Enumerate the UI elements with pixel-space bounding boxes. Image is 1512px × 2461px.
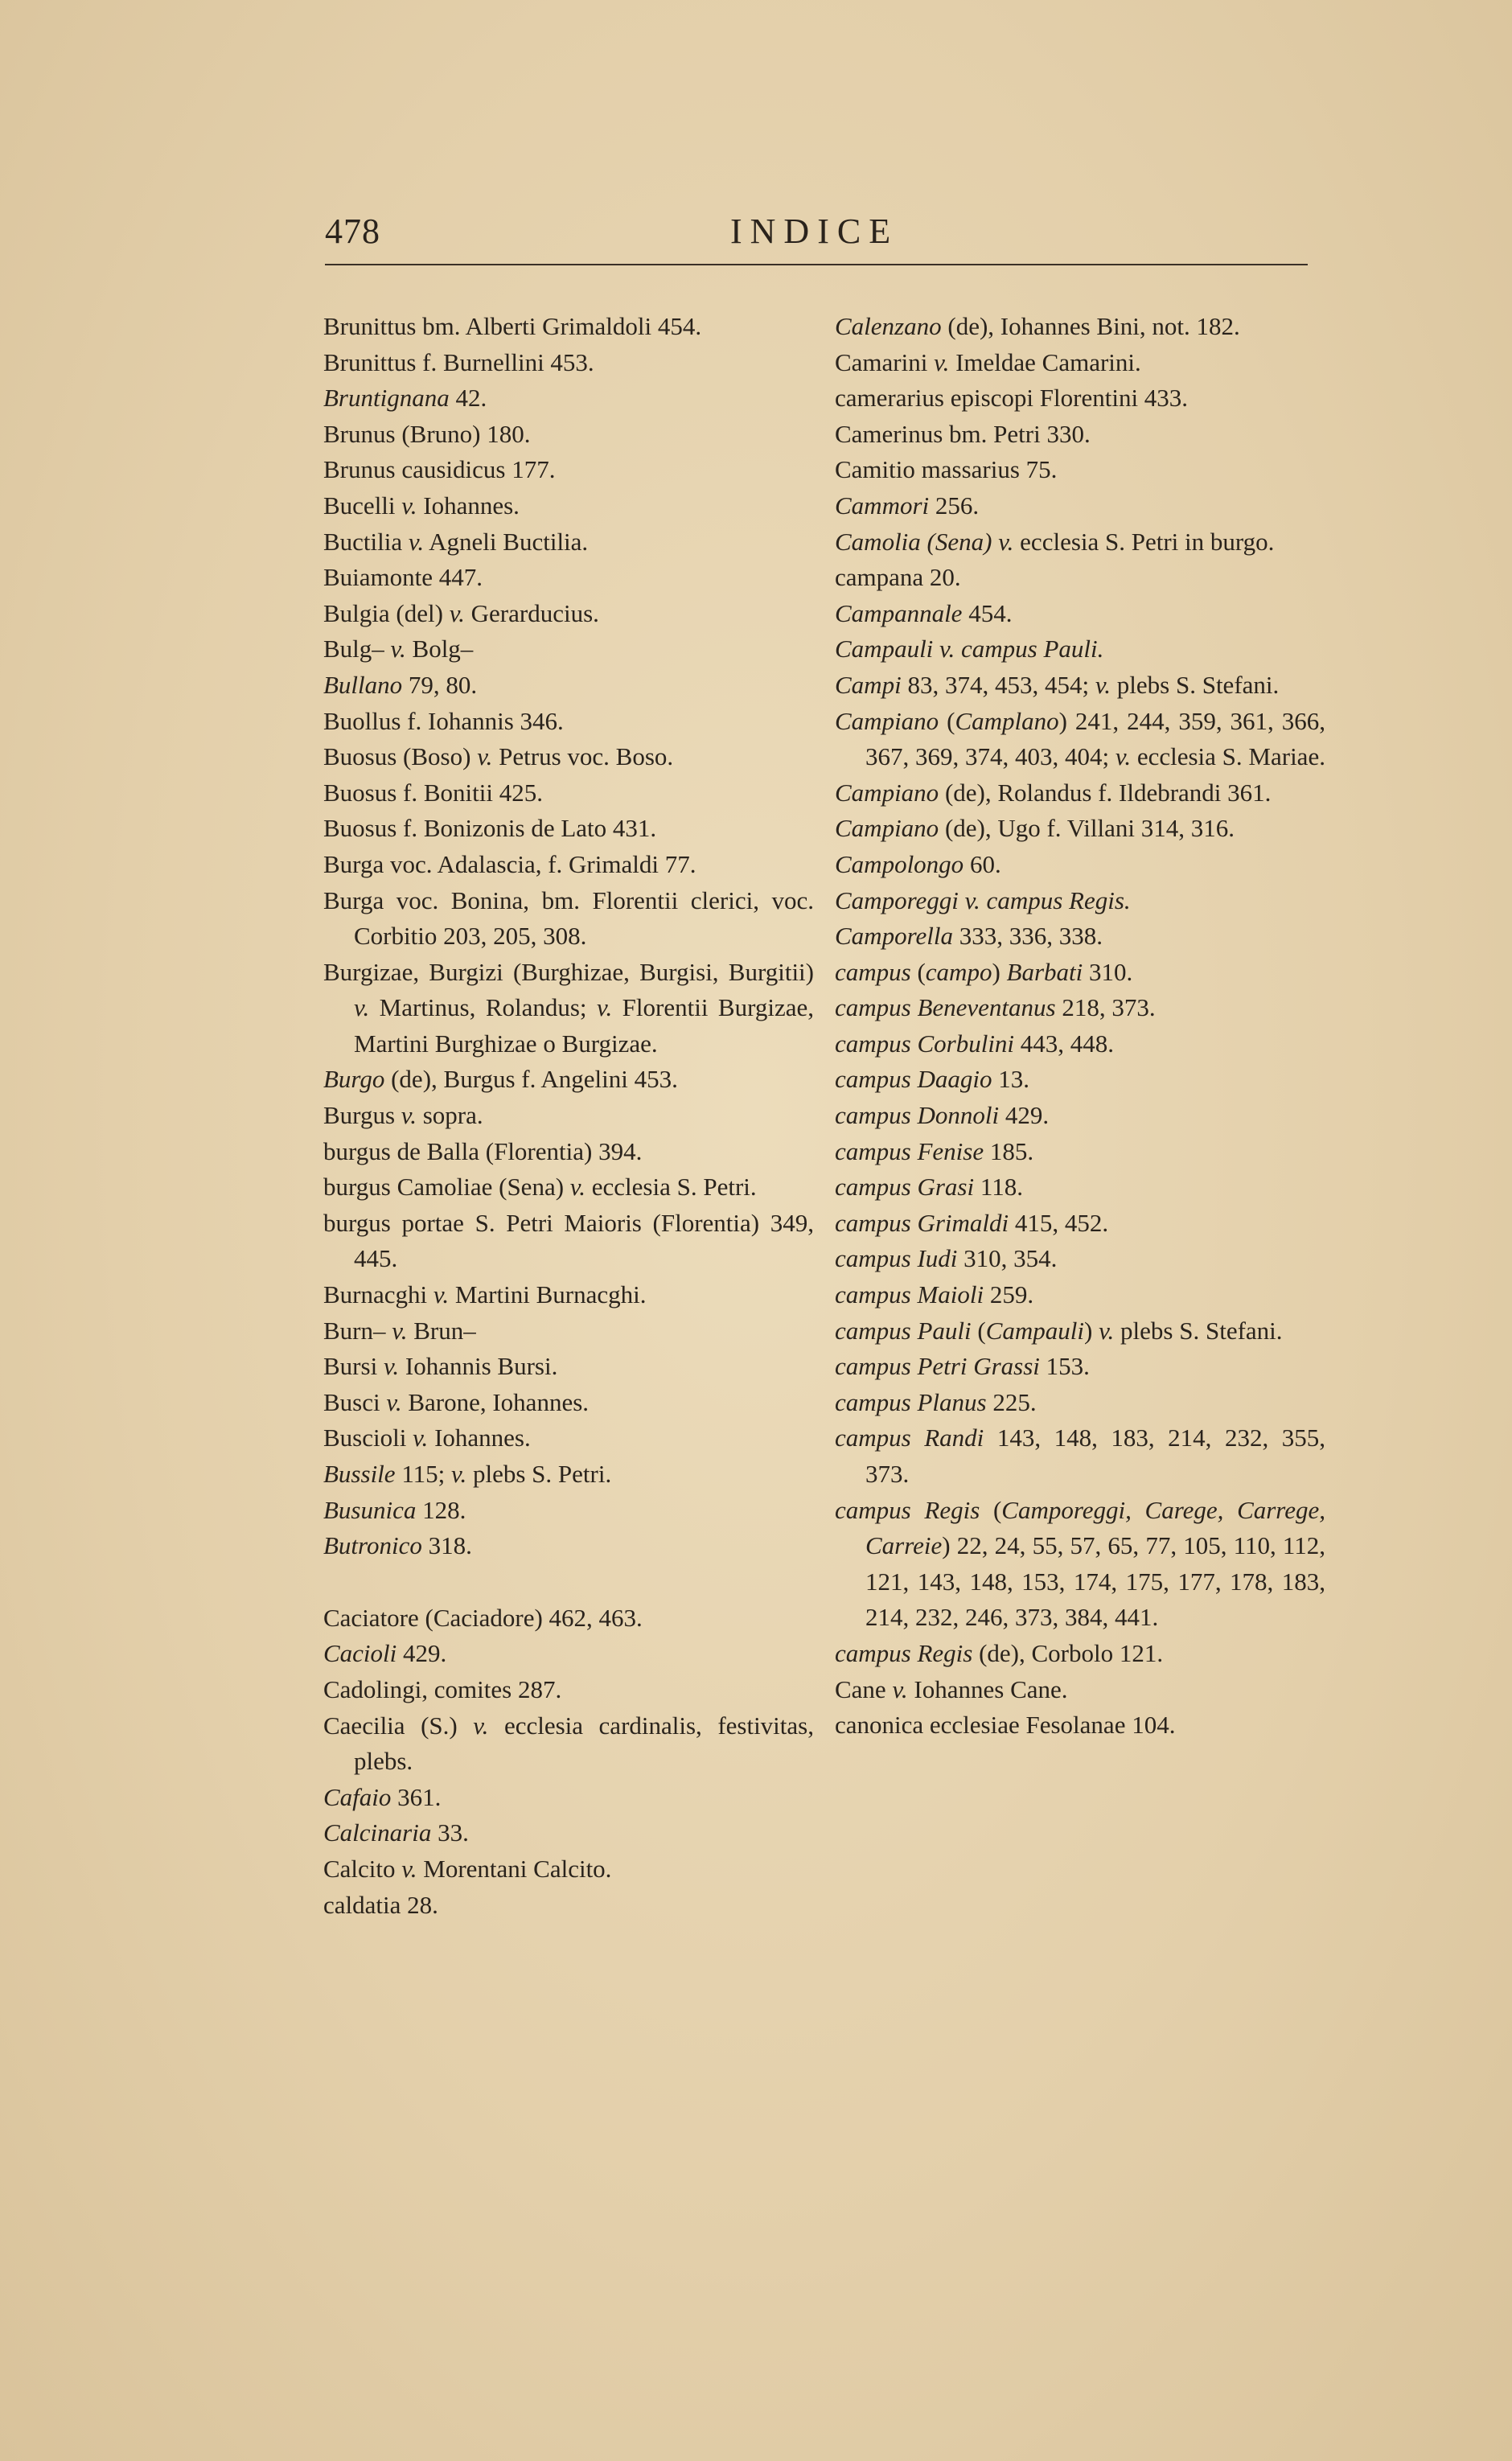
entry-text: Brunus (Bruno) 180. <box>323 419 531 448</box>
index-entry <box>323 631 814 668</box>
index-entry <box>835 847 1325 883</box>
index-entry <box>835 1349 1325 1385</box>
entry-text: Burgizae, Burgizi (Burghizae, Burgisi, Burgitii) <box>323 957 814 986</box>
index-entry <box>323 1385 814 1421</box>
entry-italic-text: campus <box>835 957 911 986</box>
entry-italic-text: Calenzano <box>835 312 942 340</box>
entry-italic-text: Busunica <box>323 1495 417 1524</box>
entry-italic-text: campus Pauli <box>835 1316 972 1345</box>
index-entry <box>323 1313 814 1350</box>
index-entry <box>835 811 1325 847</box>
index-entry <box>323 1888 814 1924</box>
entry-text: 218, 373. <box>1055 993 1156 1022</box>
entry-text: ) <box>1084 1316 1099 1345</box>
entry-text: 143, 148, 183, 214, 232, 355, 373. <box>865 1424 1325 1488</box>
entry-italic-text: campus Grasi <box>835 1173 975 1202</box>
entry-italic-text: v. <box>473 1711 489 1740</box>
index-entry <box>835 524 1325 561</box>
index-entry <box>835 1277 1325 1313</box>
entry-italic-text: Butronico <box>323 1531 422 1560</box>
entry-text: Burga voc. Bonina, bm. Florentii clerici, voc. Corbitio 203, 205, 308. <box>323 885 814 951</box>
index-entry <box>323 1420 814 1456</box>
entry-text: ecclesia S. Petri in burgo. <box>1013 527 1275 556</box>
entry-italic-text: v. <box>401 491 417 520</box>
index-entry <box>835 560 1325 596</box>
entry-italic-text: Cacioli <box>323 1639 397 1668</box>
entry-text: Brunittus bm. Alberti Grimaldoli 454. <box>323 312 702 340</box>
entry-text: Martinus, Rolandus; <box>369 993 597 1022</box>
entry-text: 79, 80. <box>402 670 478 699</box>
entry-text: ecclesia cardinalis, festivitas, plebs. <box>354 1711 814 1776</box>
entry-italic-text: v. <box>998 527 1014 556</box>
entry-text: Caecilia (S.) <box>323 1711 474 1740</box>
index-entry <box>323 1493 814 1529</box>
index-entry <box>323 704 814 740</box>
entry-text: 13. <box>992 1065 1029 1094</box>
entry-text: plebs S. Petri. <box>466 1460 612 1488</box>
entry-text: 310, 354. <box>957 1244 1058 1273</box>
entry-italic-text: v. <box>1095 670 1111 699</box>
entry-text: canonica ecclesiae Fesolanae 104. <box>835 1711 1176 1740</box>
entry-text: sopra. <box>416 1101 483 1130</box>
index-entry <box>835 1313 1325 1350</box>
index-entry <box>835 345 1325 381</box>
entry-italic-text: campus Regis <box>835 1495 980 1524</box>
entry-italic-text: v. <box>451 1460 467 1488</box>
entry-italic-text: v. <box>477 742 493 771</box>
index-entry <box>835 1493 1325 1636</box>
index-entry <box>835 1420 1325 1492</box>
entry-text: ) <box>992 957 1007 986</box>
entry-text: burgus portae S. Petri Maioris (Florentia) 349, 445. <box>323 1208 814 1273</box>
index-entry <box>323 811 814 847</box>
entry-text: 225. <box>986 1387 1037 1416</box>
index-entry <box>323 883 814 955</box>
entry-text: Iohannes. <box>428 1424 531 1452</box>
index-entry <box>323 309 814 345</box>
index-entry <box>835 775 1325 811</box>
index-column-left <box>323 309 814 1923</box>
entry-text: Camitio massarius 75. <box>835 455 1058 484</box>
entry-text: 185. <box>984 1136 1034 1165</box>
entry-text: Busci <box>323 1387 387 1416</box>
index-entry <box>835 918 1325 955</box>
page-number: 478 <box>325 212 380 251</box>
entry-text: (de), Ugo f. Villani 314, 316. <box>939 814 1235 843</box>
entry-text: Burn– <box>323 1316 392 1345</box>
entry-italic-text: Campolongo <box>835 849 964 878</box>
entry-italic-text: v. <box>597 993 613 1022</box>
entry-text: Burnacghi <box>323 1280 433 1309</box>
index-entry <box>835 1636 1325 1672</box>
index-entry <box>323 739 814 775</box>
entry-text: (de), Rolandus f. Ildebrandi 361. <box>939 778 1272 807</box>
page-header <box>325 211 1308 267</box>
entry-text: 361. <box>391 1782 442 1811</box>
entry-text: Burgus <box>323 1101 401 1130</box>
entry-text: (de), Corbolo 121. <box>972 1638 1164 1667</box>
index-entry <box>835 631 1325 668</box>
entry-italic-text: campus Beneventanus <box>835 993 1056 1022</box>
index-entry <box>835 1241 1325 1277</box>
index-entry <box>835 1169 1325 1206</box>
index-entry <box>323 560 814 596</box>
index-entry <box>323 1815 814 1851</box>
entry-italic-text: Camporeggi v. campus Regis. <box>835 885 1131 914</box>
entry-italic-text: campus Corbulini <box>835 1029 1015 1058</box>
index-entry <box>323 417 814 453</box>
entry-text: ecclesia S. Petri. <box>585 1173 757 1202</box>
entry-italic-text: v. <box>401 1854 417 1883</box>
index-entry <box>323 1851 814 1888</box>
index-entry <box>835 380 1325 417</box>
entry-italic-text: Campi <box>835 670 902 699</box>
index-entry <box>835 668 1325 704</box>
entry-italic-text: v. <box>433 1280 450 1309</box>
entry-text: plebs S. Stefani. <box>1111 670 1280 699</box>
entry-text: Camarini <box>835 347 935 376</box>
entry-text: Burga voc. Adalascia, f. Grimaldi 77. <box>323 849 696 878</box>
entry-text: Buollus f. Iohannis 346. <box>323 706 564 735</box>
entry-italic-text: Campiano <box>835 814 939 843</box>
entry-text: 153. <box>1039 1352 1090 1381</box>
entry-text: Iohannes. <box>417 491 520 520</box>
entry-text: 454. <box>962 598 1013 627</box>
running-title: INDICE <box>730 212 899 251</box>
index-entry <box>323 668 814 704</box>
entry-italic-text: Campiano <box>835 778 939 807</box>
entry-text: Bursi <box>323 1352 384 1381</box>
entry-text: ( <box>971 1316 986 1345</box>
index-entry <box>323 775 814 811</box>
entry-text: 115; <box>395 1460 452 1488</box>
entry-text: Bulg– <box>323 635 391 664</box>
entry-text: Buiamonte 447. <box>323 563 483 592</box>
index-entry <box>835 1707 1325 1744</box>
entry-text: ( <box>939 706 955 735</box>
entry-text: Buosus (Boso) <box>323 742 478 771</box>
entry-italic-text: campus Petri Grassi <box>835 1352 1040 1381</box>
index-entry <box>835 488 1325 524</box>
entry-italic-text: campus Randi <box>835 1424 984 1452</box>
index-entry <box>835 1672 1325 1708</box>
entry-italic-text: Bullano <box>323 670 403 699</box>
entry-text: 429. <box>999 1101 1050 1130</box>
index-entry <box>323 1780 814 1816</box>
index-entry <box>323 1708 814 1780</box>
entry-italic-text: campus Maioli <box>835 1280 984 1309</box>
entry-text: Martini Burnacghi. <box>449 1280 647 1309</box>
entry-text: Barone, Iohannes. <box>401 1387 590 1416</box>
index-entry <box>323 1456 814 1493</box>
index-entry <box>323 596 814 632</box>
entry-italic-text: Campauli v. campus Pauli. <box>835 635 1104 664</box>
entry-text: Camerinus bm. Petri 330. <box>835 419 1091 448</box>
entry-italic-text: Camolia (Sena) <box>835 527 992 556</box>
index-entry <box>323 847 814 883</box>
entry-italic-text: campo <box>925 957 992 986</box>
entry-italic-text: v. <box>386 1387 402 1416</box>
entry-italic-text: Camporeggi, Carege, Carrege, Carreie <box>865 1495 1325 1560</box>
index-entry <box>323 1600 814 1637</box>
entry-italic-text: v. <box>408 527 425 556</box>
entry-text: plebs S. Stefani. <box>1114 1316 1283 1345</box>
entry-italic-text: campus Daagio <box>835 1065 992 1094</box>
entry-italic-text: v. <box>413 1424 429 1452</box>
index-entry <box>835 1026 1325 1062</box>
entry-italic-text: Camporella <box>835 922 953 951</box>
index-entry <box>323 1672 814 1708</box>
entry-italic-text: v. <box>392 1316 408 1345</box>
index-entry <box>323 488 814 524</box>
entry-text: Buscioli <box>323 1424 413 1452</box>
index-entry <box>323 1134 814 1170</box>
index-entry <box>323 1206 814 1277</box>
entry-text: 429. <box>396 1639 447 1668</box>
entry-text: ) 241, 244, 359, 361, 366, 367, 369, 374, 403, 404; <box>865 706 1325 771</box>
entry-text: (de), Burgus f. Angelini 453. <box>384 1065 678 1094</box>
index-entry <box>835 1062 1325 1098</box>
entry-italic-text: campus Regis <box>835 1638 973 1667</box>
entry-text: Bolg– <box>405 635 474 664</box>
index-entry <box>323 1169 814 1206</box>
entry-italic-text: v. <box>390 635 406 664</box>
index-entry <box>323 1098 814 1134</box>
entry-italic-text: v. <box>892 1674 908 1703</box>
entry-text: Brunittus f. Burnellini 453. <box>323 347 594 376</box>
entry-italic-text: v. <box>1099 1316 1115 1345</box>
entry-text: Brunus causidicus 177. <box>323 455 556 484</box>
index-entry <box>835 1206 1325 1242</box>
entry-italic-text: campus Fenise <box>835 1136 984 1165</box>
index-entry <box>835 990 1325 1026</box>
entry-text: burgus de Balla (Florentia) 394. <box>323 1136 643 1165</box>
index-entry <box>835 1134 1325 1170</box>
entry-text: ) 22, 24, 55, 57, 65, 77, 105, 110, 112, 121, 143, 148, 153, 174, 175, 177, 178, 183, 214, 232, 246, 373, 384, 441. <box>865 1531 1325 1632</box>
entry-italic-text: v. <box>401 1101 417 1130</box>
entry-italic-text: campus Grimaldi <box>835 1208 1009 1237</box>
index-entry <box>835 309 1325 345</box>
entry-text: Bulgia (del) <box>323 598 450 627</box>
entry-italic-text: Barbati <box>1006 957 1083 986</box>
entry-text: Morentani Calcito. <box>417 1854 612 1883</box>
entry-italic-text: Campannale <box>835 598 963 627</box>
index-entry <box>835 704 1325 775</box>
entry-text: 259. <box>984 1280 1034 1309</box>
header-rule <box>325 264 1308 265</box>
entry-text: Buosus f. Bonizonis de Lato 431. <box>323 814 657 843</box>
entry-text: Brun– <box>407 1316 476 1345</box>
entry-text: 443, 448. <box>1014 1029 1115 1058</box>
index-entry <box>323 524 814 561</box>
entry-italic-text: Cammori <box>835 491 930 520</box>
entry-text: Buctilia <box>323 527 409 556</box>
entry-text: caldatia 28. <box>323 1890 438 1919</box>
entry-italic-text: v. <box>354 993 370 1022</box>
index-entry <box>835 452 1325 488</box>
entry-text: (de), Iohannes Bini, not. 182. <box>941 312 1240 340</box>
entry-text: Petrus voc. Boso. <box>492 742 674 771</box>
entry-text: 83, 374, 453, 454; <box>901 670 1095 699</box>
entry-text: 333, 336, 338. <box>952 922 1103 951</box>
entry-text: campana 20. <box>835 563 961 592</box>
entry-italic-text: campus Iudi <box>835 1244 958 1273</box>
entry-text: Caciatore (Caciadore) 462, 463. <box>323 1603 643 1632</box>
entry-text: Agneli Buctilia. <box>424 527 589 556</box>
index-entry <box>323 955 814 1062</box>
index-entry <box>835 1098 1325 1134</box>
index-column-right <box>835 309 1325 1744</box>
index-entry <box>835 883 1325 919</box>
entry-text: ecclesia S. Mariae. <box>1131 742 1325 771</box>
index-entry <box>323 380 814 417</box>
entry-text: 33. <box>431 1818 469 1847</box>
entry-text: Bucelli <box>323 491 402 520</box>
entry-italic-text: v. <box>449 598 465 627</box>
entry-text: 128. <box>416 1495 466 1524</box>
entry-text: burgus Camoliae (Sena) <box>323 1173 570 1202</box>
entry-text: ( <box>980 1495 1002 1524</box>
entry-text: Cane <box>835 1674 893 1703</box>
index-entry <box>323 452 814 488</box>
index-entry <box>323 1349 814 1385</box>
index-entry <box>835 1385 1325 1421</box>
index-entry <box>323 345 814 381</box>
entry-italic-text: campus Planus <box>835 1387 987 1416</box>
index-entry <box>835 417 1325 453</box>
entry-text: Iohannes Cane. <box>907 1674 1068 1703</box>
entry-text: Gerarducius. <box>464 598 599 627</box>
entry-italic-text: v. <box>934 347 950 376</box>
index-entry <box>835 596 1325 632</box>
entry-text: ( <box>910 957 926 986</box>
entry-text: 256. <box>929 491 980 520</box>
index-entry <box>323 1062 814 1098</box>
index-entry <box>323 1528 814 1564</box>
entry-text: Calcito <box>323 1854 402 1883</box>
entry-italic-text: Campauli <box>985 1316 1084 1345</box>
entry-text: Imeldae Camarini. <box>949 347 1141 376</box>
entry-text: camerarius episcopi Florentini 433. <box>835 384 1189 413</box>
entry-text: Iohannis Bursi. <box>399 1352 558 1381</box>
entry-text: 318. <box>421 1531 472 1560</box>
entry-italic-text: Calcinaria <box>323 1818 432 1847</box>
entry-text: 310. <box>1083 957 1133 986</box>
entry-italic-text: v. <box>1115 742 1132 771</box>
entry-text: 42. <box>449 384 487 413</box>
entry-text: 60. <box>963 849 1001 878</box>
index-entry <box>835 955 1325 991</box>
entry-italic-text: campus Donnoli <box>835 1101 1000 1130</box>
entry-italic-text: v. <box>569 1173 585 1202</box>
entry-italic-text: v. <box>383 1352 400 1381</box>
entry-italic-text: Bussile <box>323 1460 396 1488</box>
entry-text: Buosus f. Bonitii 425. <box>323 778 544 807</box>
entry-italic-text: Cafaio <box>323 1782 392 1811</box>
entry-italic-text: Campiano <box>835 706 939 735</box>
index-entry <box>323 1636 814 1672</box>
entry-text: Cadolingi, comites 287. <box>323 1674 562 1703</box>
entry-text: 415, 452. <box>1009 1208 1109 1237</box>
index-entry <box>323 1277 814 1313</box>
entry-italic-text: Camplano <box>955 706 1059 735</box>
entry-italic-text: Burgo <box>323 1065 385 1094</box>
entry-italic-text: Bruntignana <box>323 384 450 413</box>
entry-text: Florentii Burgizae, Martini Burghizae o Burgizae. <box>354 993 814 1058</box>
entry-text: 118. <box>974 1173 1023 1202</box>
